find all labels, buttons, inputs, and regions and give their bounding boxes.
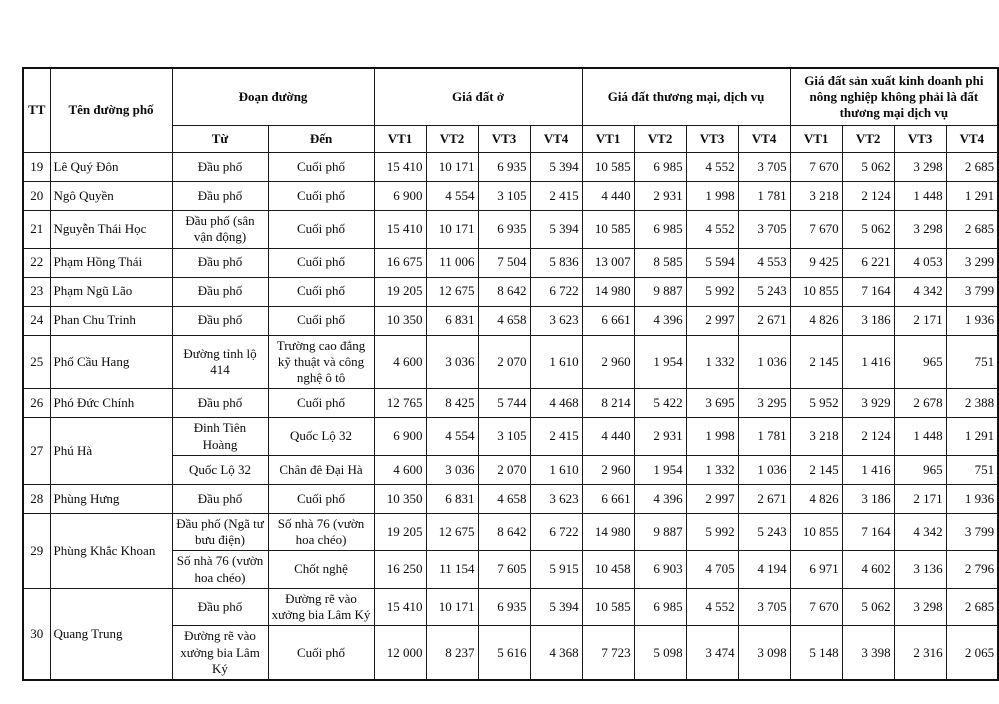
price-cell: 2 671 [738,306,790,335]
segment-to-cell: Cuối phố [268,626,374,680]
price-cell: 1 291 [946,182,998,211]
price-cell: 6 935 [478,153,530,182]
row-number-cell: 26 [23,389,50,418]
header-vt1: VT1 [790,126,842,153]
price-cell: 6 661 [582,306,634,335]
row-number-cell: 21 [23,211,50,249]
price-cell: 4 342 [894,277,946,306]
row-number-cell: 27 [23,418,50,485]
price-cell: 2 671 [738,484,790,513]
row-number-cell: 19 [23,153,50,182]
price-cell: 10 855 [790,277,842,306]
price-cell: 2 070 [478,455,530,484]
header-vt3: VT3 [686,126,738,153]
street-name-cell: Phan Chu Trinh [50,306,172,335]
price-cell: 10 350 [374,484,426,513]
price-cell: 15 410 [374,211,426,249]
price-cell: 3 186 [842,484,894,513]
price-cell: 3 299 [946,248,998,277]
table-row [23,588,998,626]
table-header [23,68,998,153]
street-name-cell: Lê Quý Đôn [50,153,172,182]
price-cell: 5 062 [842,588,894,626]
price-cell: 7 670 [790,153,842,182]
header-vt4: VT4 [946,126,998,153]
price-cell: 5 744 [478,389,530,418]
price-cell: 1 954 [634,455,686,484]
price-cell: 6 221 [842,248,894,277]
price-cell: 2 685 [946,211,998,249]
street-name-cell: Phố Cầu Hang [50,335,172,389]
price-cell: 965 [894,335,946,389]
price-cell: 3 298 [894,153,946,182]
price-cell: 8 425 [426,389,478,418]
price-cell: 1 781 [738,418,790,456]
street-name-cell: Quang Trung [50,588,172,680]
price-cell: 5 062 [842,211,894,249]
price-cell: 2 124 [842,182,894,211]
price-cell: 1 998 [686,182,738,211]
price-cell: 4 342 [894,513,946,551]
price-cell: 9 425 [790,248,842,277]
price-cell: 3 105 [478,418,530,456]
price-cell: 5 992 [686,513,738,551]
price-cell: 3 036 [426,335,478,389]
price-cell: 10 585 [582,588,634,626]
price-cell: 3 298 [894,211,946,249]
price-cell: 9 887 [634,277,686,306]
street-name-cell: Phùng Khắc Khoan [50,513,172,588]
price-cell: 12 000 [374,626,426,680]
price-cell: 5 422 [634,389,686,418]
price-cell: 2 931 [634,418,686,456]
segment-to-cell: Cuối phố [268,306,374,335]
price-cell: 3 105 [478,182,530,211]
price-cell: 1 036 [738,455,790,484]
price-cell: 2 388 [946,389,998,418]
segment-from-cell: Đinh Tiên Hoàng [172,418,268,456]
row-number-cell: 25 [23,335,50,389]
price-cell: 4 553 [738,248,790,277]
price-cell: 6 661 [582,484,634,513]
price-cell: 1 936 [946,484,998,513]
price-cell: 1 332 [686,335,738,389]
price-cell: 3 136 [894,551,946,589]
street-name-cell: Phạm Hồng Thái [50,248,172,277]
price-cell: 19 205 [374,277,426,306]
segment-from-cell: Đầu phố [172,588,268,626]
price-cell: 3 036 [426,455,478,484]
segment-from-cell: Đường rẽ vào xưởng bia Lâm Ký [172,626,268,680]
price-cell: 1 610 [530,455,582,484]
segment-from-cell: Đầu phố [172,153,268,182]
segment-to-cell: Cuối phố [268,277,374,306]
price-cell: 4 705 [686,551,738,589]
table-row [23,335,998,389]
segment-to-cell: Đường rẽ vào xưởng bia Lâm Ký [268,588,374,626]
price-cell: 3 218 [790,418,842,456]
price-cell: 4 554 [426,182,478,211]
price-cell: 3 295 [738,389,790,418]
price-cell: 2 316 [894,626,946,680]
street-name-cell: Phú Hà [50,418,172,485]
price-cell: 6 985 [634,211,686,249]
segment-to-cell: Cuối phố [268,484,374,513]
table-body [23,153,998,681]
header-vt4: VT4 [738,126,790,153]
header-row-groups [23,68,998,126]
price-cell: 7 605 [478,551,530,589]
price-cell: 3 623 [530,306,582,335]
header-vt2: VT2 [634,126,686,153]
segment-from-cell: Số nhà 76 (vườn hoa chéo) [172,551,268,589]
price-cell: 2 931 [634,182,686,211]
price-cell: 5 594 [686,248,738,277]
price-cell: 1 036 [738,335,790,389]
price-cell: 3 799 [946,513,998,551]
segment-to-cell: Số nhà 76 (vườn hoa chéo) [268,513,374,551]
price-cell: 19 205 [374,513,426,551]
price-cell: 1 781 [738,182,790,211]
price-cell: 5 148 [790,626,842,680]
price-cell: 4 600 [374,335,426,389]
header-vt3: VT3 [478,126,530,153]
price-cell: 5 062 [842,153,894,182]
segment-from-cell: Đầu phố [172,182,268,211]
price-cell: 1 291 [946,418,998,456]
street-name-cell: Phạm Ngũ Lão [50,277,172,306]
price-cell: 3 298 [894,588,946,626]
segment-to-cell: Cuối phố [268,389,374,418]
price-cell: 7 164 [842,277,894,306]
price-cell: 10 585 [582,211,634,249]
price-cell: 1 448 [894,182,946,211]
row-number-cell: 29 [23,513,50,588]
price-cell: 3 695 [686,389,738,418]
price-cell: 5 394 [530,211,582,249]
table-row [23,277,998,306]
price-cell: 10 855 [790,513,842,551]
price-cell: 2 145 [790,455,842,484]
header-vt1: VT1 [582,126,634,153]
header-vt2: VT2 [426,126,478,153]
price-cell: 4 826 [790,306,842,335]
price-cell: 8 642 [478,277,530,306]
price-cell: 8 214 [582,389,634,418]
table-row [23,248,998,277]
header-tt: TT [23,68,50,153]
price-cell: 751 [946,335,998,389]
header-production-price: Giá đất sản xuất kinh doanh phi nông nghiệp không phải là đất thương mại dịch vụ [790,68,998,126]
price-cell: 6 831 [426,484,478,513]
price-cell: 7 164 [842,513,894,551]
price-cell: 5 098 [634,626,686,680]
price-cell: 10 171 [426,153,478,182]
price-cell: 2 685 [946,588,998,626]
price-cell: 3 623 [530,484,582,513]
price-cell: 7 723 [582,626,634,680]
price-cell: 3 474 [686,626,738,680]
price-cell: 16 675 [374,248,426,277]
price-cell: 2 145 [790,335,842,389]
price-cell: 3 929 [842,389,894,418]
segment-to-cell: Chốt nghệ [268,551,374,589]
price-cell: 4 440 [582,418,634,456]
table-row [23,484,998,513]
price-cell: 16 250 [374,551,426,589]
segment-from-cell: Đầu phố [172,389,268,418]
price-cell: 2 796 [946,551,998,589]
price-cell: 12 675 [426,277,478,306]
price-cell: 7 670 [790,211,842,249]
price-cell: 1 610 [530,335,582,389]
table-row [23,389,998,418]
price-cell: 1 998 [686,418,738,456]
price-cell: 2 124 [842,418,894,456]
price-cell: 11 006 [426,248,478,277]
price-cell: 3 705 [738,211,790,249]
price-cell: 6 722 [530,277,582,306]
price-cell: 9 887 [634,513,686,551]
price-cell: 1 448 [894,418,946,456]
price-cell: 4 600 [374,455,426,484]
price-cell: 4 826 [790,484,842,513]
price-cell: 4 552 [686,153,738,182]
price-cell: 7 504 [478,248,530,277]
price-cell: 5 394 [530,153,582,182]
price-cell: 5 243 [738,277,790,306]
price-cell: 10 458 [582,551,634,589]
street-name-cell: Phó Đức Chính [50,389,172,418]
price-cell: 6 935 [478,211,530,249]
price-cell: 10 350 [374,306,426,335]
street-name-cell: Nguyễn Thái Học [50,211,172,249]
price-cell: 10 585 [582,153,634,182]
header-from: Từ [172,126,268,153]
price-cell: 3 705 [738,588,790,626]
price-cell: 6 900 [374,418,426,456]
row-number-cell: 28 [23,484,50,513]
price-cell: 5 952 [790,389,842,418]
row-number-cell: 24 [23,306,50,335]
price-cell: 6 985 [634,153,686,182]
price-cell: 6 903 [634,551,686,589]
price-cell: 2 960 [582,455,634,484]
price-cell: 11 154 [426,551,478,589]
price-cell: 15 410 [374,588,426,626]
price-cell: 4 658 [478,306,530,335]
price-cell: 1 416 [842,455,894,484]
row-number-cell: 30 [23,588,50,680]
table-row [23,182,998,211]
segment-from-cell: Đầu phố (Ngã tư bưu điện) [172,513,268,551]
price-cell: 4 396 [634,484,686,513]
table-row [23,418,998,456]
price-cell: 4 552 [686,588,738,626]
price-cell: 3 098 [738,626,790,680]
price-cell: 2 415 [530,418,582,456]
price-cell: 5 243 [738,513,790,551]
header-vt2: VT2 [842,126,894,153]
table-row [23,153,998,182]
price-cell: 6 900 [374,182,426,211]
price-cell: 4 440 [582,182,634,211]
price-cell: 2 171 [894,306,946,335]
price-cell: 7 670 [790,588,842,626]
segment-to-cell: Chân đê Đại Hà [268,455,374,484]
price-cell: 5 836 [530,248,582,277]
price-cell: 5 915 [530,551,582,589]
segment-to-cell: Cuối phố [268,153,374,182]
price-cell: 3 398 [842,626,894,680]
price-cell: 4 396 [634,306,686,335]
segment-from-cell: Đầu phố [172,277,268,306]
header-to: Đến [268,126,374,153]
price-cell: 4 658 [478,484,530,513]
segment-to-cell: Cuối phố [268,248,374,277]
price-cell: 2 171 [894,484,946,513]
price-cell: 4 552 [686,211,738,249]
street-name-cell: Ngô Quyền [50,182,172,211]
table-row [23,306,998,335]
price-cell: 6 831 [426,306,478,335]
segment-to-cell: Cuối phố [268,182,374,211]
price-cell: 6 722 [530,513,582,551]
segment-from-cell: Đầu phố [172,484,268,513]
price-cell: 751 [946,455,998,484]
price-cell: 4 554 [426,418,478,456]
price-cell: 2 960 [582,335,634,389]
street-name-cell: Phùng Hưng [50,484,172,513]
segment-to-cell: Trường cao đẳng kỹ thuật và công nghệ ô tô [268,335,374,389]
segment-from-cell: Đầu phố [172,306,268,335]
price-cell: 4 468 [530,389,582,418]
price-cell: 5 616 [478,626,530,680]
price-cell: 4 053 [894,248,946,277]
price-cell: 14 980 [582,277,634,306]
price-cell: 3 705 [738,153,790,182]
header-vt3: VT3 [894,126,946,153]
price-cell: 4 368 [530,626,582,680]
price-cell: 2 997 [686,484,738,513]
table-row [23,211,998,249]
header-residential-price: Giá đất ở [374,68,582,126]
price-cell: 2 678 [894,389,946,418]
price-cell: 15 410 [374,153,426,182]
price-cell: 1 332 [686,455,738,484]
price-cell: 3 186 [842,306,894,335]
header-vt1: VT1 [374,126,426,153]
price-cell: 8 585 [634,248,686,277]
price-cell: 2 685 [946,153,998,182]
price-cell: 5 394 [530,588,582,626]
header-segment: Đoạn đường [172,68,374,126]
row-number-cell: 20 [23,182,50,211]
price-cell: 3 218 [790,182,842,211]
header-commercial-price: Giá đất thương mại, dịch vụ [582,68,790,126]
price-cell: 5 992 [686,277,738,306]
row-number-cell: 23 [23,277,50,306]
price-cell: 2 997 [686,306,738,335]
segment-to-cell: Cuối phố [268,211,374,249]
price-cell: 14 980 [582,513,634,551]
land-price-table [22,67,999,681]
header-vt4: VT4 [530,126,582,153]
table-row [23,513,998,551]
price-cell: 12 765 [374,389,426,418]
price-cell: 8 642 [478,513,530,551]
segment-from-cell: Đường tỉnh lộ 414 [172,335,268,389]
row-number-cell: 22 [23,248,50,277]
price-cell: 1 416 [842,335,894,389]
price-cell: 13 007 [582,248,634,277]
price-cell: 6 985 [634,588,686,626]
price-cell: 2 415 [530,182,582,211]
price-cell: 965 [894,455,946,484]
price-cell: 6 935 [478,588,530,626]
price-cell: 1 954 [634,335,686,389]
price-cell: 4 194 [738,551,790,589]
price-cell: 8 237 [426,626,478,680]
price-cell: 10 171 [426,211,478,249]
price-cell: 2 070 [478,335,530,389]
price-cell: 2 065 [946,626,998,680]
price-cell: 12 675 [426,513,478,551]
price-cell: 3 799 [946,277,998,306]
price-cell: 10 171 [426,588,478,626]
segment-from-cell: Quốc Lộ 32 [172,455,268,484]
segment-from-cell: Đầu phố [172,248,268,277]
price-cell: 6 971 [790,551,842,589]
header-street-name: Tên đường phố [50,68,172,153]
price-cell: 4 602 [842,551,894,589]
segment-from-cell: Đầu phố (sân vận động) [172,211,268,249]
segment-to-cell: Quốc Lộ 32 [268,418,374,456]
price-cell: 1 936 [946,306,998,335]
